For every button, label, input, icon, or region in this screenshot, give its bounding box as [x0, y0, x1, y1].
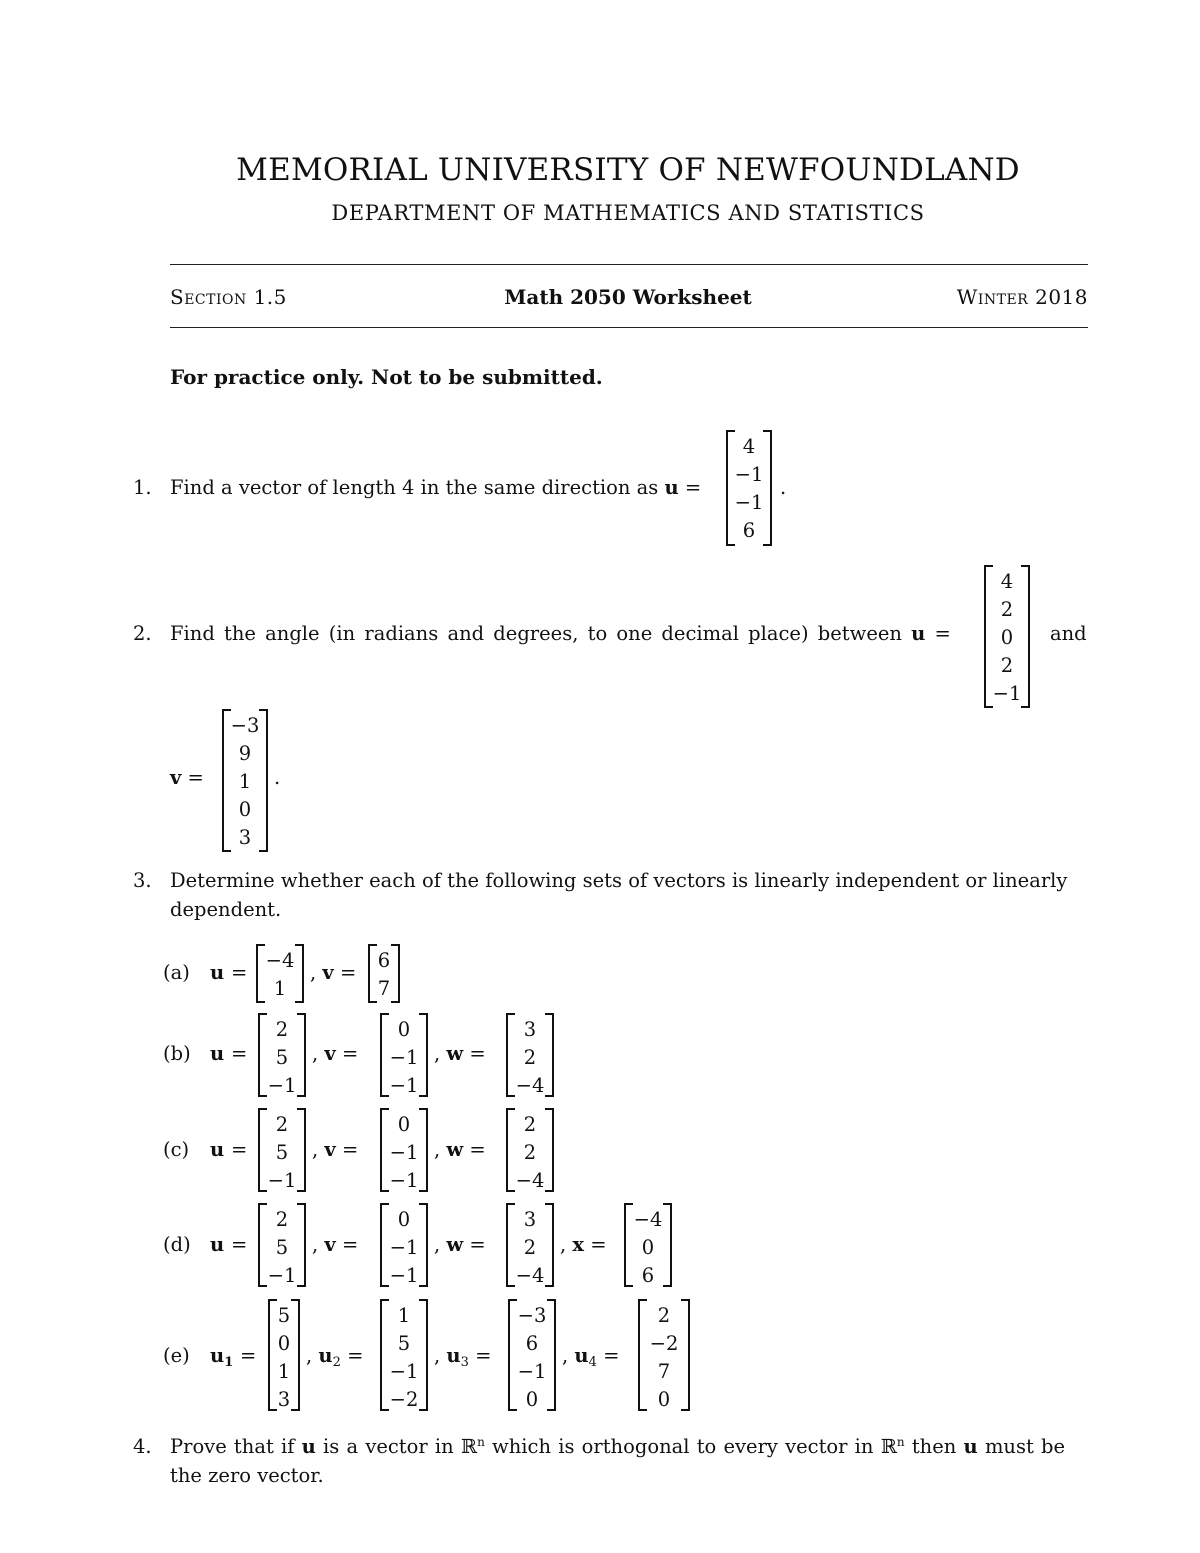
- q3a-vector-u: [256, 944, 304, 1003]
- q4-line2: the zero vector.: [170, 1464, 324, 1487]
- vector-entry: 5: [397, 1332, 411, 1355]
- q4-p3: which is orthogonal to every vector in: [492, 1435, 874, 1458]
- vector-entry: 2: [523, 1113, 537, 1136]
- vector-entry: 0: [397, 1018, 411, 1041]
- q3-number: 3.: [133, 869, 152, 892]
- vector-entry: 2: [523, 1046, 537, 1069]
- q4-var-u: u: [301, 1435, 316, 1458]
- q3e-vector-u4: [638, 1299, 690, 1411]
- vector-entry: 1: [273, 977, 287, 1000]
- vector-entry: −4: [265, 949, 295, 972]
- q2-end: .: [274, 766, 281, 789]
- q3d-vector-u-entries: [258, 1203, 306, 1293]
- q2-text: Find the angle (in radians and degrees, to one decimal place) between: [170, 622, 902, 645]
- vector-entry: 5: [275, 1046, 289, 1069]
- q3a-v-label: , v =: [310, 961, 357, 984]
- vector-entry: −1: [267, 1264, 297, 1287]
- section-label: Section 1.5: [170, 285, 287, 309]
- q3c-vector-v: [380, 1108, 428, 1192]
- q3c-vector-w-entries: [506, 1108, 554, 1198]
- q3b-vector-v: [380, 1013, 428, 1097]
- q3a-vector-v: [368, 944, 400, 1003]
- q3a-vector-v-entries: [368, 944, 400, 1006]
- vector-entry: −1: [389, 1074, 419, 1097]
- vector-entry: 5: [275, 1141, 289, 1164]
- vector-entry: 0: [238, 798, 252, 821]
- q2-eq-v: =: [181, 766, 204, 789]
- vector-entry: 2: [523, 1141, 537, 1164]
- q3e-u1-label: $u_1$ =: [210, 1344, 257, 1370]
- q3c-w-label: , w =: [434, 1138, 486, 1161]
- vector-entry: −1: [389, 1046, 419, 1069]
- q2-vector-v: [222, 709, 268, 852]
- q4-p2: is a vector in: [323, 1435, 454, 1458]
- q4-reals-1: ℝ: [460, 1435, 478, 1458]
- vector-entry: −3: [230, 714, 260, 737]
- q3d-vector-w: [506, 1203, 554, 1287]
- vector-entry: 2: [1000, 598, 1014, 621]
- q3e-vector-u1: [268, 1299, 300, 1411]
- q4-p4: then: [911, 1435, 957, 1458]
- vector-entry: −1: [389, 1264, 419, 1287]
- q2-var-v: v: [170, 766, 182, 789]
- q3b-v-label: , v =: [312, 1042, 359, 1065]
- vector-entry: −1: [389, 1360, 419, 1383]
- vector-entry: 0: [397, 1208, 411, 1231]
- vector-entry: −1: [389, 1141, 419, 1164]
- q2-and: and: [1050, 622, 1087, 645]
- vector-entry: 7: [377, 977, 391, 1000]
- vector-entry: −1: [267, 1074, 297, 1097]
- q4-var-u-2: u: [963, 1435, 978, 1458]
- q1-number: 1.: [133, 476, 152, 499]
- q3a-vector-u-entries: [256, 944, 304, 1006]
- vector-entry: 2: [657, 1304, 671, 1327]
- vector-entry: 2: [275, 1018, 289, 1041]
- vector-entry: −1: [734, 463, 764, 486]
- q1-vector-u-entries: [726, 430, 772, 548]
- q3c-vector-v-entries: [380, 1108, 428, 1198]
- vector-entry: 2: [275, 1208, 289, 1231]
- practice-note: For practice only. Not to be submitted.: [170, 365, 603, 389]
- vector-entry: −4: [515, 1169, 545, 1192]
- vector-entry: −4: [633, 1208, 663, 1231]
- q3d-vector-u: [258, 1203, 306, 1287]
- q3d-vector-v-entries: [380, 1203, 428, 1293]
- vector-entry: 4: [1000, 570, 1014, 593]
- q1-text: Find a vector of length 4 in the same direction as: [170, 476, 659, 499]
- q3b-vector-u-entries: [258, 1013, 306, 1103]
- q2-eq-u: =: [925, 622, 951, 645]
- q3e-label: (e): [163, 1344, 190, 1367]
- q4-line1: [170, 1435, 1065, 1458]
- q3b-vector-v-entries: [380, 1013, 428, 1103]
- q3b-u-label: u =: [210, 1042, 248, 1065]
- vector-entry: 6: [742, 519, 756, 542]
- q3b-vector-w: [506, 1013, 554, 1097]
- q3d-vector-v: [380, 1203, 428, 1287]
- q1-eq: =: [678, 476, 702, 499]
- q3c-vector-u: [258, 1108, 306, 1192]
- vector-entry: 0: [641, 1236, 655, 1259]
- q4-n-2: n: [896, 1435, 905, 1449]
- header-rule-bottom: [170, 327, 1088, 328]
- q3c-vector-u-entries: [258, 1108, 306, 1198]
- q4-number: 4.: [133, 1435, 152, 1458]
- vector-entry: −1: [517, 1360, 547, 1383]
- vector-entry: 1: [397, 1304, 411, 1327]
- vector-entry: 3: [523, 1208, 537, 1231]
- q1-vector-u: [726, 430, 772, 546]
- vector-entry: 1: [238, 770, 252, 793]
- q3d-w-label: , w =: [434, 1233, 486, 1256]
- q3e-vector-u1-entries: [268, 1299, 300, 1417]
- q4-p1: Prove that if: [170, 1435, 295, 1458]
- q4-n-1: n: [477, 1435, 485, 1449]
- vector-entry: 0: [525, 1388, 539, 1411]
- q2-vector-v-entries: [222, 709, 268, 855]
- q3-line1: Determine whether each of the following sets of vectors is linearly independent or linearly: [170, 869, 1068, 892]
- vector-entry: 4: [742, 435, 756, 458]
- vector-entry: −1: [992, 682, 1022, 705]
- q3e-vector-u2: [380, 1299, 428, 1411]
- q2-number: 2.: [133, 622, 152, 645]
- q3e-vector-u2-entries: [380, 1299, 428, 1417]
- vector-entry: 0: [1000, 626, 1014, 649]
- vector-entry: −1: [267, 1169, 297, 1192]
- vector-entry: −2: [389, 1388, 419, 1411]
- vector-entry: 6: [641, 1264, 655, 1287]
- vector-entry: −1: [389, 1236, 419, 1259]
- vector-entry: −4: [515, 1074, 545, 1097]
- vector-entry: 6: [377, 949, 391, 972]
- header-rule-top: [170, 264, 1088, 265]
- vector-entry: 2: [523, 1236, 537, 1259]
- q3e-vector-u3-entries: [508, 1299, 556, 1417]
- q3d-vector-x: [624, 1203, 672, 1287]
- q2-var-u: u: [911, 622, 926, 645]
- q3e-vector-u3: [508, 1299, 556, 1411]
- vector-entry: 9: [238, 742, 252, 765]
- q3e-u4-label: , $u_4$ =: [562, 1344, 620, 1370]
- q2-vector-u: [984, 565, 1030, 708]
- q3a-u-label: u =: [210, 961, 248, 984]
- vector-entry: 5: [275, 1236, 289, 1259]
- q3e-u2-label: , $u_2$ =: [306, 1344, 364, 1370]
- q3d-u-label: u =: [210, 1233, 248, 1256]
- vector-entry: −1: [734, 491, 764, 514]
- vector-entry: 2: [1000, 654, 1014, 677]
- university-title: MEMORIAL UNIVERSITY OF NEWFOUNDLAND: [236, 152, 1020, 188]
- q3e-vector-u4-entries: [638, 1299, 690, 1417]
- q2-vector-u-entries: [984, 565, 1030, 711]
- q1-end: .: [780, 476, 787, 499]
- q3a-label: (a): [163, 961, 190, 984]
- vector-entry: −3: [517, 1304, 547, 1327]
- q3b-w-label: , w =: [434, 1042, 486, 1065]
- vector-entry: 0: [657, 1388, 671, 1411]
- term-label: Winter 2018: [956, 285, 1088, 309]
- vector-entry: 6: [525, 1332, 539, 1355]
- q4-p5: must be: [984, 1435, 1066, 1458]
- vector-entry: −4: [515, 1264, 545, 1287]
- course-title: Math 2050 Worksheet: [504, 285, 752, 309]
- vector-entry: −1: [389, 1169, 419, 1192]
- q3c-v-label: , v =: [312, 1138, 359, 1161]
- vector-entry: 1: [277, 1360, 291, 1383]
- q2-statement: [170, 622, 951, 645]
- vector-entry: −2: [649, 1332, 679, 1355]
- vector-entry: 3: [277, 1388, 291, 1411]
- q3b-vector-u: [258, 1013, 306, 1097]
- q1-var-u: u: [664, 476, 679, 499]
- q2-v-label: [170, 766, 204, 789]
- q3-line2: dependent.: [170, 898, 282, 921]
- q3b-label: (b): [163, 1042, 191, 1065]
- q3b-vector-w-entries: [506, 1013, 554, 1103]
- vector-entry: 3: [238, 826, 252, 849]
- q3d-vector-x-entries: [624, 1203, 672, 1293]
- q3d-label: (d): [163, 1233, 191, 1256]
- vector-entry: 0: [277, 1332, 291, 1355]
- vector-entry: 0: [397, 1113, 411, 1136]
- vector-entry: 3: [523, 1018, 537, 1041]
- q4-reals-2: ℝ: [880, 1435, 897, 1458]
- vector-entry: 7: [657, 1360, 671, 1383]
- q3c-label: (c): [163, 1138, 190, 1161]
- q3c-vector-w: [506, 1108, 554, 1192]
- q3d-x-label: , x =: [560, 1233, 607, 1256]
- q3c-u-label: u =: [210, 1138, 248, 1161]
- q3d-v-label: , v =: [312, 1233, 359, 1256]
- q3d-vector-w-entries: [506, 1203, 554, 1293]
- vector-entry: 2: [275, 1113, 289, 1136]
- q3e-u3-label: , $u_3$ =: [434, 1344, 492, 1370]
- department-title: DEPARTMENT OF MATHEMATICS AND STATISTICS: [331, 201, 925, 225]
- vector-entry: 5: [277, 1304, 291, 1327]
- q1-statement: [170, 476, 701, 499]
